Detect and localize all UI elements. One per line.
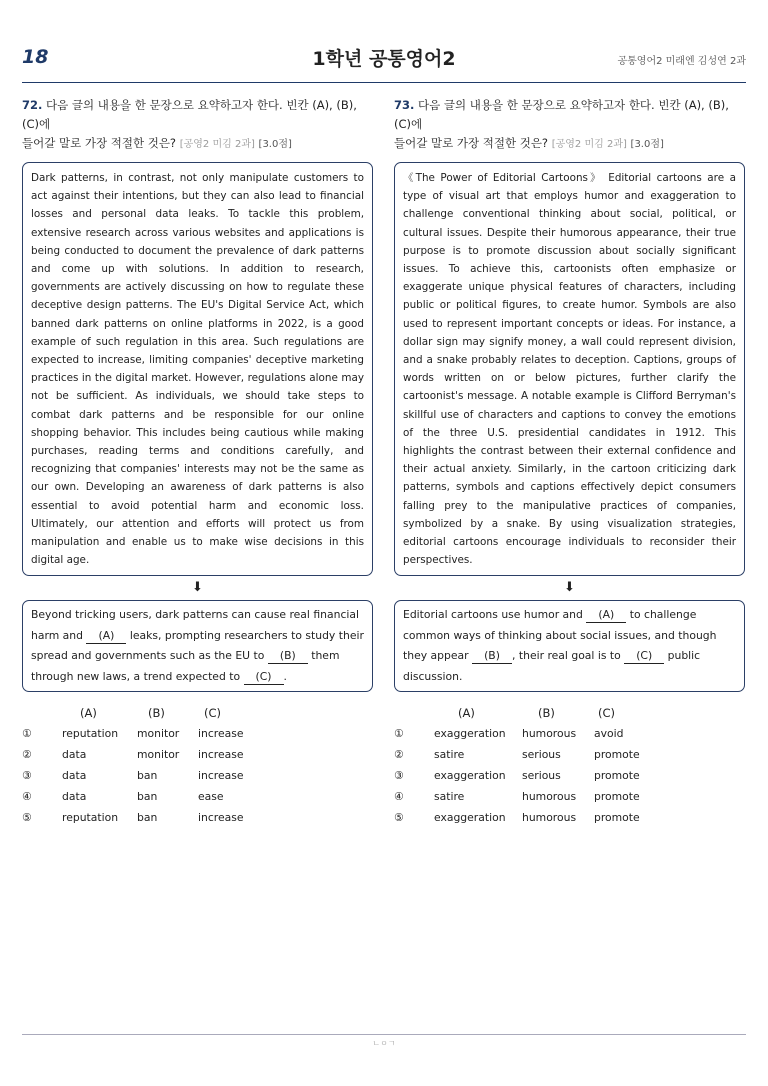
summary-text: Editorial cartoons use humor and — [403, 608, 583, 622]
choice-b: serious — [522, 769, 561, 783]
column-header-c: (C) — [598, 705, 616, 720]
choice-b: humorous — [522, 727, 577, 741]
choice-c: promote — [594, 748, 640, 762]
question-points: [3.0점] — [630, 139, 664, 150]
summary-text: . — [283, 669, 287, 683]
question-meta: [공영2 미김 2과] — [179, 139, 255, 150]
column-header-a: (A) — [458, 705, 475, 720]
choice-a: exaggeration — [434, 769, 506, 783]
blank-b: (B) — [268, 649, 308, 664]
passage-box: Dark patterns, in contrast, not only manipulate customers to act against their intentions, but they can also lead to financial losses and personal data leaks. To tackle this problem, extensive research across various websites and applications is being conducted to document the prevalence of dark patterns and come up with solutions. In addition to research, governments are actively discussing on how to regulate these deceptive design patterns. The EU's Digital Service Act, which banned dark patterns on online platforms in 2022, is a good example of such regulation in this area. Such regulations are expected to increase, limiting companies' deceptive marketing practices in the digital market. However, regulations alone may not be sufficient. As individuals, we should take steps to combat dark patterns and be responsible for our online shopping behavior. This includes being cautious while making purchases, reading terms and conditions carefully, and recognizing that companies' interests may not be the same as our own. Developing an awareness of dark patterns is also essential to avoid potential harm and economic loss. Ultimately, our attention and efforts will protect us from manipulation and enable us to make wise decisions in this digital age. — [22, 162, 373, 576]
summary-box — [22, 600, 373, 692]
down-arrow-icon: ⬇ — [192, 580, 203, 596]
choices-header — [22, 702, 373, 723]
blank-c: (C) — [244, 670, 284, 685]
choice-c: increase — [198, 748, 244, 762]
question-72 — [22, 96, 373, 828]
down-arrow-icon: ⬇ — [564, 580, 575, 596]
choice-c: promote — [594, 790, 640, 804]
blank-a: (A) — [586, 608, 626, 623]
choice-number: ④ — [22, 790, 32, 804]
choice-a: exaggeration — [434, 727, 506, 741]
choice-number: ③ — [22, 769, 32, 783]
page-header — [22, 40, 746, 83]
choice-a: exaggeration — [434, 811, 506, 825]
footer-divider — [22, 1034, 746, 1035]
choice-b: ban — [137, 811, 158, 825]
choice-c: ease — [198, 790, 224, 804]
question-73 — [394, 96, 745, 828]
prompt-line-1: 다음 글의 내용을 한 문장으로 요약하고자 한다. 빈칸 (A), (B), (C)에 — [22, 98, 357, 131]
choice-number: ⑤ — [394, 811, 404, 825]
choice-row[interactable] — [22, 765, 373, 786]
column-header-c: (C) — [204, 705, 222, 720]
blank-a: (A) — [86, 629, 126, 644]
page-number: 18 — [22, 46, 49, 68]
choice-b: serious — [522, 748, 561, 762]
choice-number: ④ — [394, 790, 404, 804]
question-number: 73. — [394, 98, 415, 112]
choice-row[interactable] — [22, 807, 373, 828]
choice-number: ② — [22, 748, 32, 762]
choice-row[interactable] — [22, 744, 373, 765]
choice-a: satire — [434, 748, 465, 762]
choice-c: promote — [594, 769, 640, 783]
column-header-b: (B) — [148, 705, 165, 720]
choice-c: increase — [198, 727, 244, 741]
choice-c: promote — [594, 811, 640, 825]
choice-a: data — [62, 769, 87, 783]
summary-text: them through new laws, a trend expected to — [31, 649, 340, 683]
page-title: 1학년 공통영어2 — [312, 48, 456, 70]
choice-c: increase — [198, 769, 244, 783]
question-number: 72. — [22, 98, 43, 112]
blank-b: (B) — [472, 649, 512, 664]
choice-a: reputation — [62, 811, 119, 825]
choice-b: monitor — [137, 727, 180, 741]
choice-b: humorous — [522, 811, 577, 825]
choice-row[interactable] — [394, 786, 745, 807]
prompt-line-2: 들어갈 말로 가장 적절한 것은? — [394, 136, 549, 150]
choice-c: avoid — [594, 727, 624, 741]
choice-b: ban — [137, 769, 158, 783]
answer-choices — [394, 702, 745, 828]
choice-a: data — [62, 790, 87, 804]
choice-a: data — [62, 748, 87, 762]
summary-text: , their real goal is to — [512, 649, 621, 663]
question-meta: [공영2 미김 2과] — [551, 139, 627, 150]
choice-row[interactable] — [394, 744, 745, 765]
choice-number: ① — [22, 727, 32, 741]
footer-mark: ㄴㅇㄱ — [372, 1039, 396, 1048]
choice-number: ③ — [394, 769, 404, 783]
choice-row[interactable] — [394, 807, 745, 828]
choice-row[interactable] — [394, 765, 745, 786]
passage-box: 《The Power of Editorial Cartoons》 Editorial cartoons are a type of visual art that employs humor and exaggeration to challenge conventional thinking about social, political, or cultural issues. Despite their humorous appearance, their true purpose is to promote discussion about socially significant issues. To achieve this, cartoonists often emphasize or exaggerate unique physical features of characters, including public or political figures, to create humor. Symbols are also used to represent important concepts or ideas. For instance, a dollar sign may signify money, a wall could represent division, and a snake probably relates to deception. Captions, groups of words written on or below pictures, further clarify the cartoonist's message. A notable example is Clifford Berryman's skillful use of characters and captions to convey the emotions of the three U.S. presidential candidates in 1912. This highlights the contrast between their external confidence and their actual anxiety. Similarly, in the cartoon criticizing dark patterns, symbols and captions effectively depict consumers falling prey to the manipulative practices of companies, symbolized by a snake. By using visualization strategies, editorial cartoons encourage individuals to reconsider their perspectives. — [394, 162, 745, 576]
choice-row[interactable] — [22, 723, 373, 744]
summary-text: public discussion. — [403, 649, 701, 683]
choice-number: ① — [394, 727, 404, 741]
choice-a: satire — [434, 790, 465, 804]
summary-text: Beyond tricking users, dark patterns can cause real financial harm and — [31, 608, 359, 642]
choice-b: ban — [137, 790, 158, 804]
choice-b: monitor — [137, 748, 180, 762]
question-points: [3.0점] — [258, 139, 292, 150]
question-prompt — [22, 96, 373, 154]
choice-c: increase — [198, 811, 244, 825]
choice-row[interactable] — [394, 723, 745, 744]
summary-box — [394, 600, 745, 692]
choices-header — [394, 702, 745, 723]
choice-row[interactable] — [22, 786, 373, 807]
answer-choices — [22, 702, 373, 828]
blank-c: (C) — [624, 649, 664, 664]
prompt-line-1: 다음 글의 내용을 한 문장으로 요약하고자 한다. 빈칸 (A), (B), (C)에 — [394, 98, 729, 131]
choice-number: ② — [394, 748, 404, 762]
prompt-line-2: 들어갈 말로 가장 적절한 것은? — [22, 136, 177, 150]
page-subtitle: 공통영어2 미래엔 김성연 2과 — [617, 56, 746, 67]
choice-a: reputation — [62, 727, 119, 741]
column-header-a: (A) — [80, 705, 97, 720]
summary-text: to challenge common ways of thinking about social issues, and though they appear — [403, 608, 717, 663]
column-header-b: (B) — [538, 705, 555, 720]
summary-text: leaks, prompting researchers to study their spread and governments such as the EU to — [31, 628, 364, 663]
choice-number: ⑤ — [22, 811, 32, 825]
choice-b: humorous — [522, 790, 577, 804]
question-prompt — [394, 96, 745, 154]
